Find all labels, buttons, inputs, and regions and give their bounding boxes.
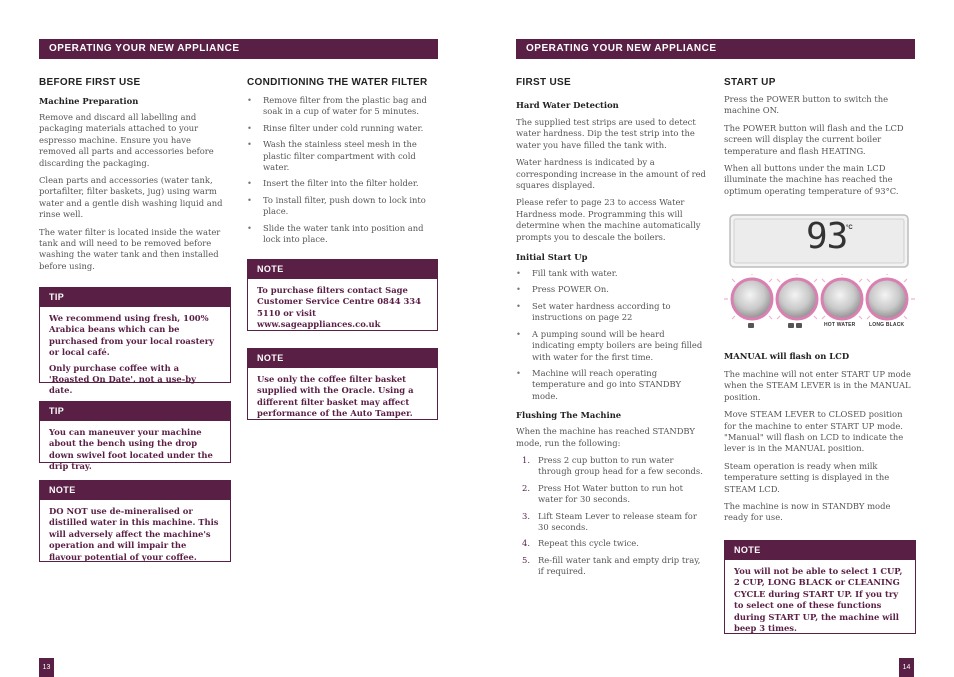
note-label: NOTE — [248, 349, 437, 368]
two-cup-button[interactable] — [777, 279, 817, 319]
cup-icon — [748, 323, 754, 328]
lcd-illustration — [724, 212, 916, 336]
cup-icon — [796, 323, 802, 328]
tip-label: TIP — [40, 288, 230, 307]
list-item: • Press POWER On. — [516, 284, 708, 295]
hard-water-paragraph-1: The supplied test strips are used to detect water hardness. Dip the test strip into the water you have filled the tank with. — [516, 117, 696, 150]
one-cup-button[interactable] — [732, 279, 772, 319]
tip-beans-text-2: Only purchase coffee with a 'Roasted On Date', not a use-by date. — [49, 362, 196, 396]
start-up-paragraph-2: The POWER button will flash and the LCD screen will display the current boiler temperature and flash HEATING. — [724, 122, 904, 156]
lcd-temperature: 93 — [806, 216, 848, 257]
manual-title: MANUAL will flash on LCD — [724, 351, 850, 361]
note-basket-text: Use only the coffee filter basket supplied with the Oracle. Using a different filter basket may affect performance of the Auto Tamper. — [257, 374, 414, 419]
preparation-paragraph-3: The water filter is located inside the water tank and will need to be removed before washing the water tank and then installed before using. — [39, 226, 221, 271]
step-text: Press 2 cup button to run water through group head for a few seconds. — [538, 454, 703, 477]
conditioning-section — [247, 77, 438, 250]
initial-start-up-list — [516, 268, 708, 402]
machine-preparation-subtitle: Machine Preparation — [39, 96, 139, 106]
initial-start-up-subtitle: Initial Start Up — [516, 252, 588, 263]
list-item — [516, 511, 708, 534]
hard-water-paragraph-2: Water hardness is indicated by a corresponding increase in the amount of red squares displayed. — [516, 157, 706, 191]
manual-paragraph-3: Steam operation is ready when milk temperature setting is displayed in the STEAM LCD. — [724, 460, 890, 494]
page-number-left: 13 — [39, 658, 54, 677]
cup-icon — [788, 323, 794, 328]
page-number-right: 14 — [899, 658, 914, 677]
tip-box-swivel-foot — [39, 401, 231, 472]
tip-label: TIP — [40, 402, 230, 421]
preparation-paragraph-2: Clean parts and accessories (water tank, portafilter, filter baskets, jug) using warm water and a gentle dish washing liquid and rinse well. — [39, 175, 223, 220]
start-up-section — [724, 77, 914, 197]
start-up-title: START UP — [724, 77, 776, 88]
button-row — [724, 274, 916, 336]
flushing-subtitle: Flushing The Machine — [516, 410, 622, 421]
note-box-filters — [247, 259, 438, 331]
hot-water-button[interactable] — [822, 279, 862, 319]
step-number: 1. — [522, 454, 530, 465]
manual-paragraph-2: Move STEAM LEVER to CLOSED position for the machine to enter START UP mode. "Manual" will flash on LCD to indicate the lever is in the MANUAL position. — [724, 409, 904, 454]
manual-paragraph-4: The machine is now in STANDBY mode ready for use. — [724, 501, 891, 523]
hot-water-label: HOT WATER — [824, 322, 856, 328]
step-text: Re-fill water tank and empty drip tray, if required. — [538, 554, 701, 577]
start-up-paragraph-3: When all buttons under the main LCD illuminate the machine has reached the optimum operating temperature of 93°C. — [724, 163, 899, 196]
before-first-use-section — [39, 77, 224, 272]
start-up-paragraph-1: Press the POWER button to switch the machine ON. — [724, 94, 889, 116]
tip-swivel-text: You can maneuver your machine about the bench using the drop down swivel foot located under the drip tray. — [49, 427, 213, 472]
flushing-steps-list — [516, 455, 708, 578]
list-item: • To install filter, push down to lock into place. — [247, 195, 438, 218]
flushing-intro: When the machine has reached STANDBY mode, run the following: — [516, 426, 695, 448]
list-item: • A pumping sound will be heard indicating empty boilers are being filled with water for the first time. — [516, 329, 708, 363]
long-black-button[interactable] — [867, 279, 907, 319]
cup-icons — [748, 323, 802, 328]
conditioning-list — [247, 95, 438, 245]
lcd-unit: °C — [846, 225, 853, 231]
step-number: 5. — [522, 554, 530, 565]
note-label: NOTE — [248, 260, 437, 279]
step-text: Lift Steam Lever to release steam for 30 seconds. — [538, 510, 697, 532]
step-number: 4. — [522, 538, 530, 549]
step-text: Repeat this cycle twice. — [538, 538, 639, 549]
long-black-label: LONG BLACK — [869, 322, 905, 328]
list-item — [516, 538, 708, 549]
note-box-basket — [247, 348, 438, 420]
note-box-water — [39, 480, 231, 562]
list-item: • Wash the stainless steel mesh in the plastic filter compartment with cold water. — [247, 139, 438, 173]
note-filters-text: To purchase filters contact Sage Customer Service Centre 0844 334 5110 or visit www.sageappliances.co.uk — [257, 285, 421, 330]
list-item: • Remove filter from the plastic bag and soak in a cup of water for 5 minutes. — [247, 95, 438, 118]
list-item: • Rinse filter under cold running water. — [247, 123, 438, 134]
list-item: • Set water hardness according to instructions on page 22 — [516, 301, 708, 324]
list-item — [516, 455, 708, 478]
list-item: • Slide the water tank into position and lock into place. — [247, 223, 438, 246]
first-use-title: FIRST USE — [516, 77, 571, 88]
step-number: 3. — [522, 510, 530, 521]
manual-paragraph-1: The machine will not enter START UP mode when the STEAM LEVER is in the MANUAL position. — [724, 369, 911, 402]
preparation-paragraph-1: Remove and discard all labelling and packaging materials attached to your espresso machine. Ensure you have removed all parts and accessories before discarding the packaging. — [39, 112, 214, 168]
hard-water-subtitle: Hard Water Detection — [516, 100, 619, 110]
hard-water-paragraph-3: Please refer to page 23 to access Water Hardness mode. Programming this will determine when the machine automatically prompts you to descale the boilers. — [516, 197, 701, 242]
list-item: • Fill tank with water. — [516, 268, 708, 279]
note-water-text: DO NOT use de-mineralised or distilled water in this machine. This will adversely affect the machine's operation and will impair the flavour potential of your coffee. — [49, 506, 219, 562]
tip-beans-text-1: We recommend using fresh, 100% Arabica beans which can be purchased from your local roastery or local café. — [49, 313, 215, 358]
first-use-section — [516, 77, 708, 583]
list-item — [516, 483, 708, 506]
list-item: • Insert the filter into the filter holder. — [247, 178, 438, 189]
note-label: NOTE — [40, 481, 230, 500]
note-start-up-text: You will not be able to select 1 CUP, 2 CUP, LONG BLACK or CLEANING CYCLE during START UP. If you try to select one of these functions during START UP, the machine will beep 3 times. — [734, 566, 903, 634]
left-section-header: OPERATING YOUR NEW APPLIANCE — [39, 39, 438, 59]
step-number: 2. — [522, 482, 530, 493]
step-text: Press Hot Water button to run hot water for 30 seconds. — [538, 482, 683, 505]
list-item: • Machine will reach operating temperature and go into STANDBY mode. — [516, 368, 708, 402]
list-item — [516, 555, 708, 578]
before-first-use-title: BEFORE FIRST USE — [39, 77, 141, 88]
manual-section — [724, 351, 914, 524]
note-label: NOTE — [725, 541, 915, 560]
note-box-start-up — [724, 540, 916, 634]
conditioning-title: CONDITIONING THE WATER FILTER — [247, 77, 428, 88]
tip-box-beans — [39, 287, 231, 396]
right-section-header: OPERATING YOUR NEW APPLIANCE — [516, 39, 915, 59]
